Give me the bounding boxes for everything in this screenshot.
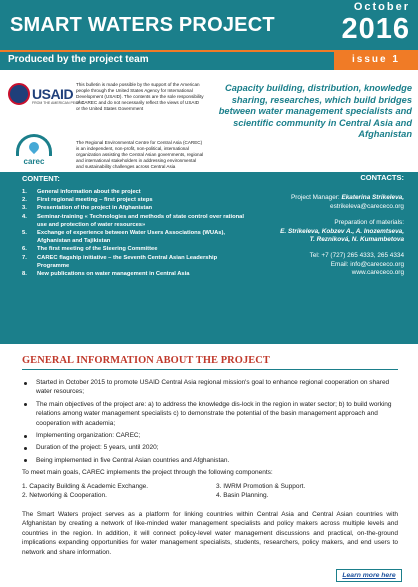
- usaid-tagline: FROM THE AMERICAN PEOPLE: [32, 101, 85, 105]
- contacts-block: [234, 174, 404, 278]
- contents-item-label: Presentation of the project in Afghanistan: [37, 205, 153, 212]
- list-item: Implementing organization: CAREC;: [22, 431, 398, 440]
- contents-item-label: New publications on water management in Central Asia: [37, 271, 190, 278]
- sub-banner: [0, 50, 418, 70]
- project-manager-line: [234, 194, 404, 202]
- issue-badge: issue 1: [334, 50, 418, 70]
- carec-wordmark: carec: [23, 157, 45, 166]
- contents-item[interactable]: 8. New publications on water management in Central Asia: [22, 271, 190, 278]
- project-tagline: Capacity building, distribution, knowledge sharing, researches, which build bridges between water management specialists and scientific community in Central Asia and Afghanistan: [218, 83, 412, 140]
- contents-item-label: General information about the project: [37, 189, 141, 195]
- contact-email-link[interactable]: Email: info@carececo.org: [330, 260, 404, 268]
- telephone: Tel: +7 (727) 265 4333, 265 4334: [309, 252, 404, 260]
- contents-item[interactable]: 5. Exchange of experience between Water Users Associations (WUAs), Afghanistan and Tajikistan: [22, 230, 226, 245]
- component-item: 3. IWRM Promotion & Support.: [216, 483, 306, 490]
- contents-list: [22, 188, 248, 278]
- header-banner: [0, 0, 418, 50]
- component-item: 2. Networking & Cooperation.: [22, 492, 107, 499]
- contents-item[interactable]: 7. CAREC flagship initiative – the Seventh Central Asian Leadership Programme: [22, 254, 218, 269]
- components-grid: [22, 482, 398, 502]
- usaid-wordmark: USAID: [32, 86, 74, 102]
- contents-item[interactable]: 2. First regional meeting – first project steps: [22, 197, 153, 204]
- issue-year: 2016: [341, 13, 410, 45]
- list-item: Started in October 2015 to promote USAID Central Asia regional mission's goal to enhance regional cooperation on shared water resources;: [22, 378, 398, 397]
- manager-label: Project Manager:: [291, 194, 340, 202]
- contents-item-label: The first meeting of the Steering Committee: [37, 246, 158, 253]
- contents-item[interactable]: 4. Seminar-training « Technologies and methods of state control over rational use and protection of water resources»: [22, 213, 245, 228]
- list-item: The main objectives of the project are: a) to address the knowledge dis-lock in the region in water sector; b) to build working relations among water management specialists c) to demonstrate the potential of the basin management approach and cooperation with academia;: [22, 400, 398, 428]
- preparation-names-2: T. Rezniková, N. Kumambetova: [309, 236, 404, 244]
- preparation-label: Preparation of materials:: [334, 219, 404, 227]
- issue-month: October: [353, 1, 410, 13]
- list-item: Duration of the project: 5 years, until 2020;: [22, 443, 398, 452]
- contents-item[interactable]: 3. Presentation of the project in Afghanistan: [22, 205, 153, 212]
- project-facts-list: [22, 378, 398, 468]
- contents-item[interactable]: 6. The first meeting of the Steering Committee: [22, 246, 158, 253]
- contents-item-label: Exchange of experience between Water Users Associations (WUAs), Afghanistan and Tajikistan: [37, 230, 226, 245]
- contacts-heading: CONTACTS:: [360, 173, 404, 182]
- manager-name: Ekaterina Strikeleva,: [341, 194, 404, 202]
- contents-item[interactable]: 1. General information about the project: [22, 189, 141, 195]
- contents-item-label: CAREC flagship initiative – the Seventh Central Asian Leadership Programme: [37, 254, 218, 269]
- carec-logo: [12, 134, 56, 168]
- component-item: 4. Basin Planning.: [216, 492, 269, 499]
- carec-disclaimer: The Regional Environmental Centre for Central Asia (CAREC) is an independent, non-profit, non-political, international organization assisting the Central Asian governments, regional and international stakeholders in addressing environmental and sustainability challenges across Central Asia: [76, 140, 204, 170]
- usaid-disclaimer: This bulletin is made possible by the support of the American people through the United States Agency for International Development (USAID). The contents are the sole responsibility of CAREC and do not necessarily reflect the views of USAID or the United States Government: [76, 82, 204, 112]
- manager-email-link[interactable]: estrikeleva@carececo.org: [330, 202, 404, 210]
- preparation-names-1: E. Strikeleva, Kobzev A., A. Inozemtseva,: [280, 227, 404, 235]
- usaid-seal-icon: [8, 83, 30, 105]
- component-item: 1. Capacity Building & Academic Exchange.: [22, 483, 149, 490]
- usaid-logo: [8, 83, 85, 105]
- learn-more-link[interactable]: Learn more here: [336, 569, 402, 582]
- section-title: GENERAL INFORMATION ABOUT THE PROJECT: [22, 355, 270, 366]
- newsletter-title: SMART WATERS PROJECT: [10, 14, 275, 36]
- components-intro: To meet main goals, CAREC implements the project through the following components:: [22, 469, 273, 476]
- project-summary: The Smart Waters project serves as a platform for linking countries within Central Asia and Central Asian countries with Afghanistan by creating a network of like-minded water management specialists and policy makers across multiple levels and countries in the region. In addition, it will connect policy-level water management discussions and practical, on-the-ground implications expanding opportunities for water management specialists, students, researchers, policy makers, and end users to network and share information.: [22, 511, 398, 556]
- contents-item-label: Seminar-training « Technologies and methods of state control over rational use and protection of water resources»: [37, 213, 245, 228]
- contents-heading: CONTENT:: [22, 174, 60, 183]
- produced-by-label: Produced by the project team: [8, 54, 149, 65]
- section-divider: [22, 369, 398, 370]
- list-item: Being implemented in five Central Asian countries and Afghanistan.: [22, 456, 398, 465]
- website-link[interactable]: www.carececo.org: [351, 269, 404, 277]
- contents-item-label: First regional meeting – first project steps: [37, 197, 153, 204]
